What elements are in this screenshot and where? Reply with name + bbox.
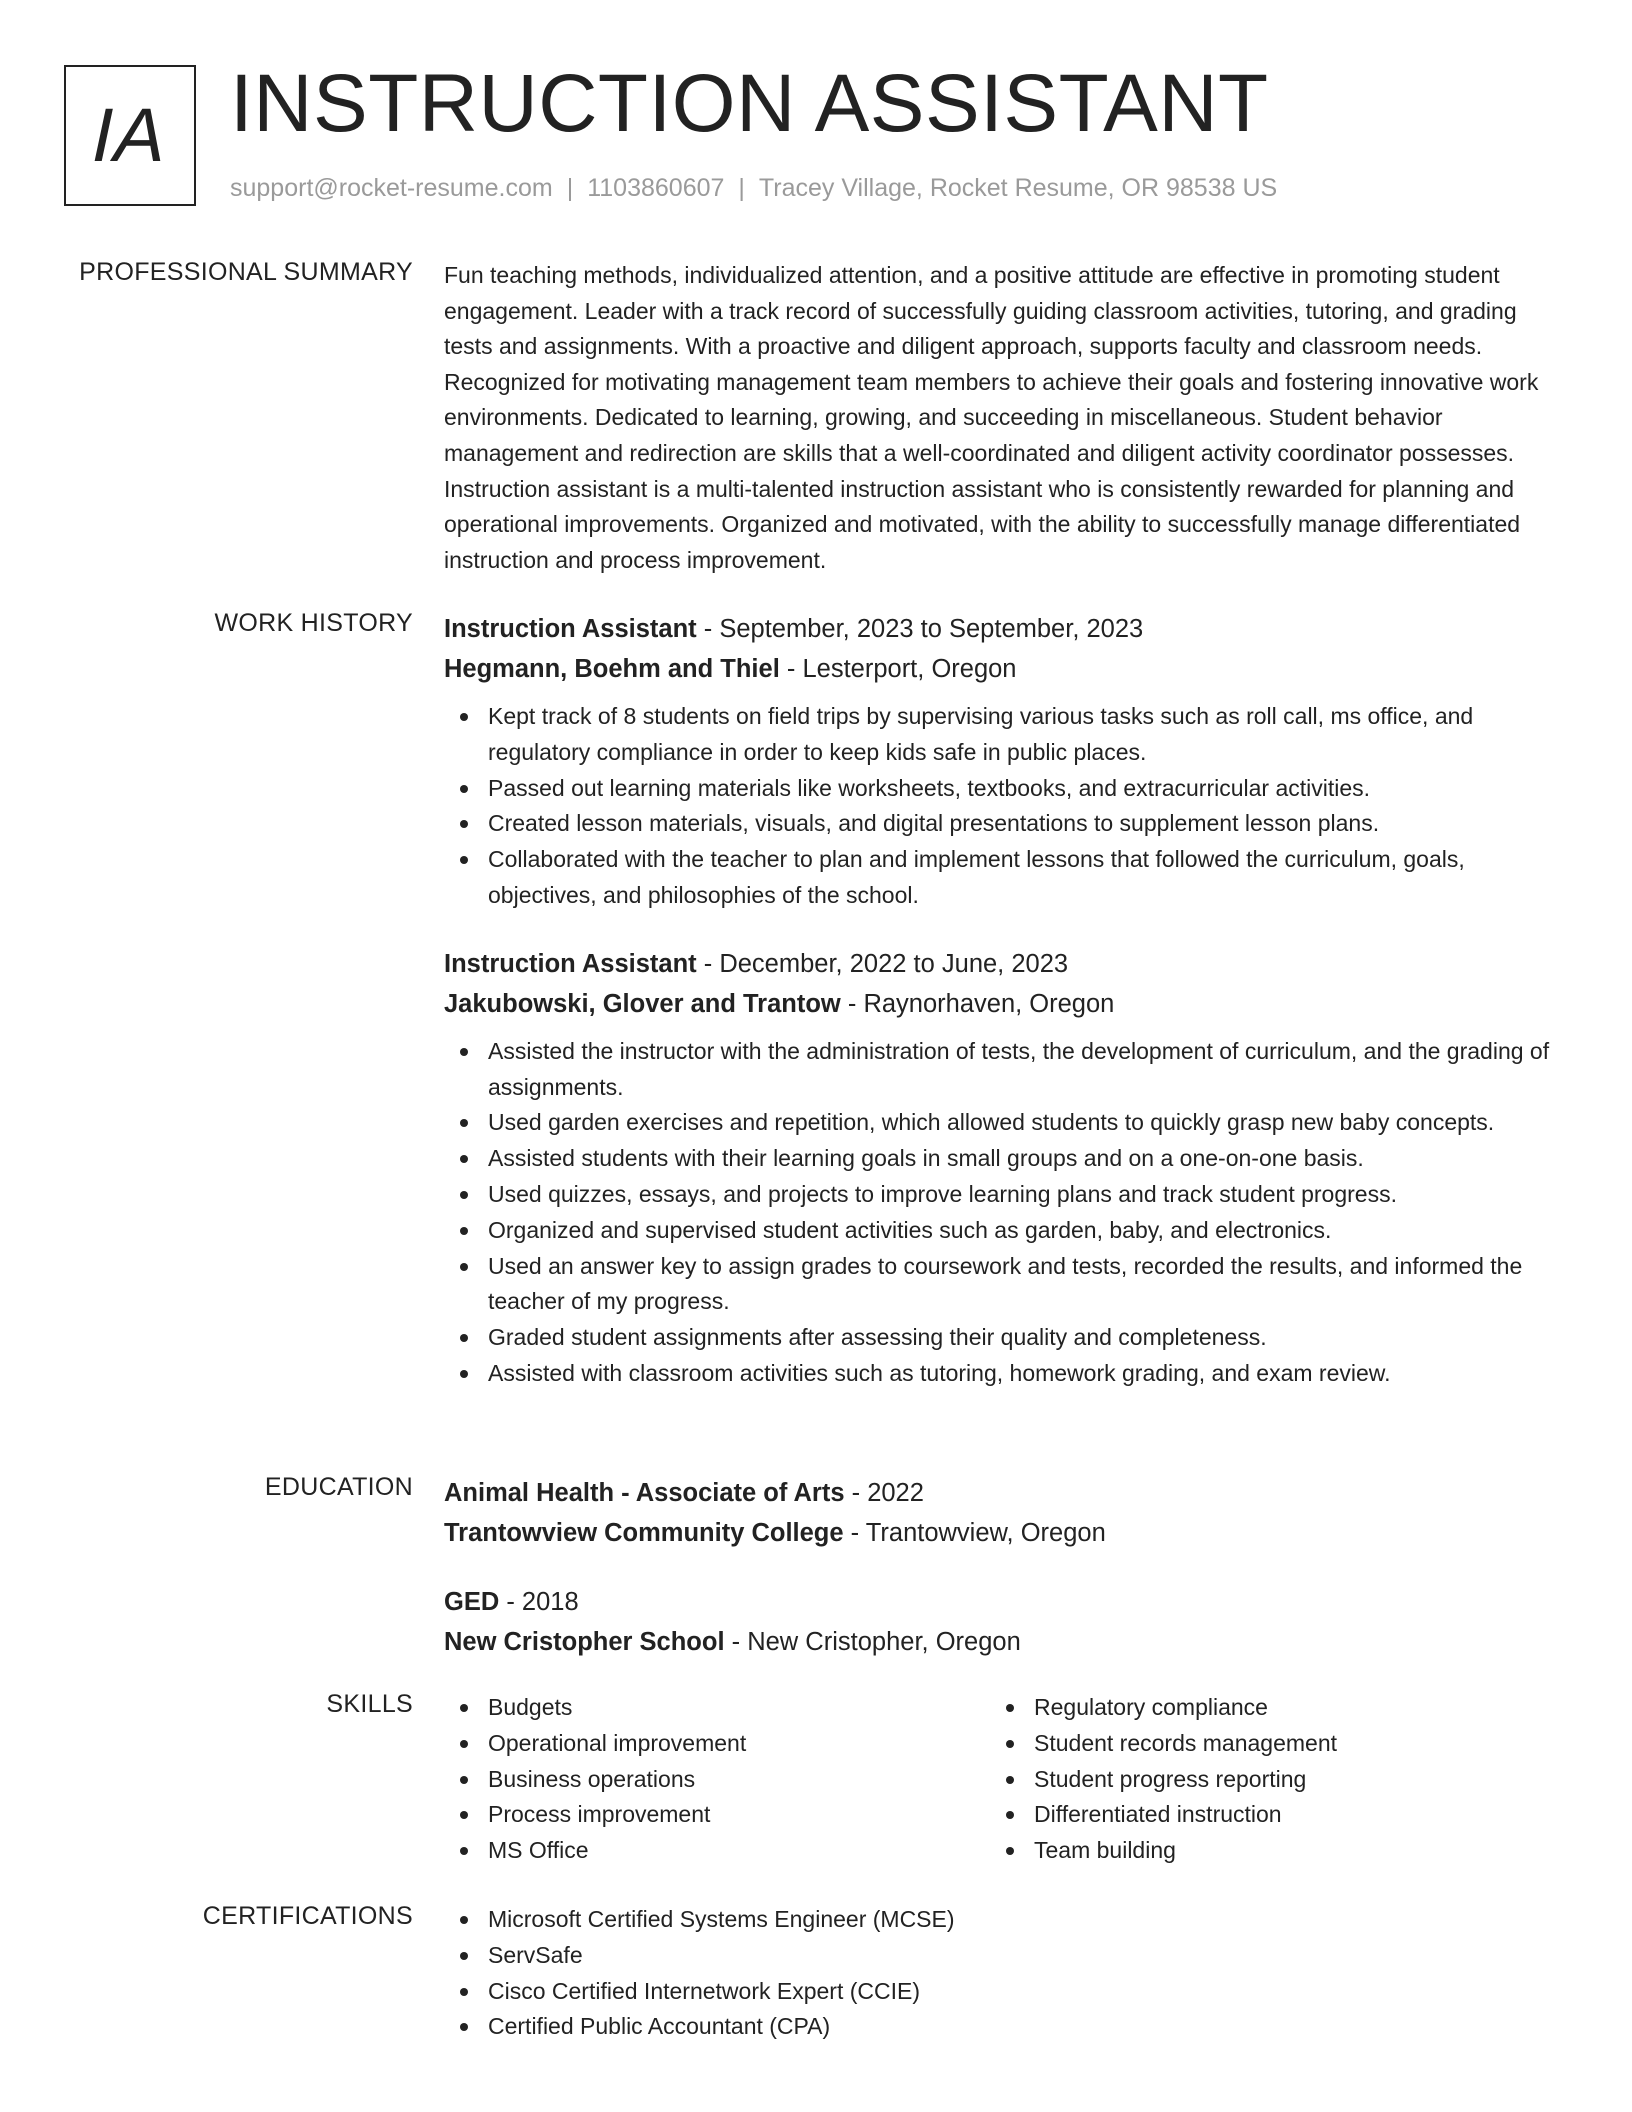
certification-item: ServSafe [444,1938,1564,1974]
job-dates: - September, 2023 to September, 2023 [696,615,1144,643]
job-dates: - December, 2022 to June, 2023 [696,949,1069,978]
job-title-line [444,609,1564,649]
skills-column-right [990,1690,1536,1869]
skill-item: Student progress reporting [990,1762,1536,1798]
monogram-box [64,65,196,206]
contact-line [230,174,1277,203]
certifications-body [444,1902,1564,2045]
job-company: Hegmann, Boehm and Thiel [444,655,780,683]
skill-item: Business operations [444,1762,990,1798]
list-item: Used quizzes, essays, and projects to improve learning plans and track student progress. [444,1177,1564,1213]
skill-item: Process improvement [444,1797,990,1833]
list-item: Used an answer key to assign grades to coursework and tests, recorded the results, and informed the teacher of my progress. [444,1249,1564,1321]
work-body [444,609,1564,1392]
contact-email[interactable]: support@rocket-resume.com [230,174,553,202]
job-title-line [444,944,1564,984]
job-company-line [444,649,1564,689]
skill-item: Student records management [990,1726,1536,1762]
education-year: - 2022 [844,1479,924,1507]
job-location: - Lesterport, Oregon [779,655,1017,683]
contact-separator: | [738,174,745,202]
education-school-line [444,1622,1564,1662]
skill-item: MS Office [444,1833,990,1869]
contact-separator: | [566,174,574,202]
list-item: Assisted students with their learning goals in small groups and on a one-on-one basis. [444,1141,1564,1177]
skills-grid [444,1690,1564,1869]
list-item: Used garden exercises and repetition, which allowed students to quickly grasp new baby concepts. [444,1105,1564,1141]
education-degree: GED [444,1588,500,1616]
section-heading-education: EDUCATION [264,1473,413,1501]
job-company: Jakubowski, Glover and Trantow [444,989,841,1018]
job-company-line [444,984,1564,1024]
education-school-line [444,1513,1564,1553]
section-heading-certifications: CERTIFICATIONS [202,1902,413,1930]
education-degree-line [444,1582,1564,1622]
certification-item: Certified Public Accountant (CPA) [444,2009,1564,2045]
skills-body [444,1690,1564,1869]
section-heading-summary: PROFESSIONAL SUMMARY [79,258,413,286]
education-entry [444,1582,1564,1662]
education-entry [444,1473,1564,1553]
education-location: - Trantowview, Oregon [843,1519,1106,1547]
contact-phone[interactable]: 1103860607 [587,174,725,202]
skill-item: Budgets [444,1690,990,1726]
certification-list [444,1902,1564,2045]
section-heading-skills: SKILLS [326,1690,413,1718]
education-location: - New Cristopher, Oregon [724,1628,1021,1656]
skill-item: Differentiated instruction [990,1797,1536,1833]
skill-item: Team building [990,1833,1536,1869]
education-school: Trantowview Community College [444,1519,844,1547]
job-entry [444,944,1564,1392]
job-entry [444,609,1564,914]
skill-item: Regulatory compliance [990,1690,1536,1726]
list-item: Assisted the instructor with the administration of tests, the development of curriculum, and the grading of assignments. [444,1034,1564,1106]
certification-item: Cisco Certified Internetwork Expert (CCIE) [444,1974,1564,2010]
education-degree: Animal Health - Associate of Arts [444,1479,845,1507]
contact-address: Tracey Village, Rocket Resume, OR 98538 US [758,174,1278,202]
skills-column-left [444,1690,990,1869]
education-school: New Cristopher School [444,1628,725,1656]
job-title: Instruction Assistant [444,949,697,978]
certification-item: Microsoft Certified Systems Engineer (MCSE) [444,1902,1564,1938]
monogram-initials: IA [84,93,176,178]
list-item: Kept track of 8 students on field trips by supervising various tasks such as roll call, ms office, and regulatory compliance in order to keep kids safe in public places. [444,699,1564,771]
list-item: Organized and supervised student activities such as garden, baby, and electronics. [444,1213,1564,1249]
job-bullets [444,699,1564,914]
job-title: Instruction Assistant [444,615,697,643]
education-degree-line [444,1473,1564,1513]
section-heading-work-history: WORK HISTORY [214,609,413,637]
summary-text: Fun teaching methods, individualized attention, and a positive attitude are effective in promoting student engagement. Leader with a track record of successfully guiding classroom activities, tutoring, and grading tests and assignments. With a proactive and diligent approach, supports faculty and classroom needs. Recognized for motivating management team members to achieve their goals and fostering innovative work environments. Dedicated to learning, growing, and succeeding in miscellaneous. Student behavior management and redirection are skills that a well-coordinated and diligent activity coordinator possesses. Instruction assistant is a multi-talented instruction assistant who is consistently rewarded for planning and operational improvements. Organized and motivated, with the ability to successfully manage differentiated instruction and process improvement. [444,262,1539,573]
job-bullets [444,1034,1564,1392]
job-location: - Raynorhaven, Oregon [840,989,1115,1018]
education-body [444,1473,1564,1662]
skill-item: Operational improvement [444,1726,990,1762]
list-item: Collaborated with the teacher to plan and implement lessons that followed the curriculum, goals, objectives, and philosophies of the school. [444,842,1564,914]
list-item: Created lesson materials, visuals, and digital presentations to supplement lesson plans. [444,806,1564,842]
list-item: Assisted with classroom activities such as tutoring, homework grading, and exam review. [444,1356,1564,1392]
list-item: Graded student assignments after assessing their quality and completeness. [444,1320,1564,1356]
education-year: - 2018 [499,1588,579,1616]
candidate-name: INSTRUCTION ASSISTANT [230,58,1269,149]
summary-body [444,258,1564,578]
list-item: Passed out learning materials like worksheets, textbooks, and extracurricular activities. [444,771,1564,807]
